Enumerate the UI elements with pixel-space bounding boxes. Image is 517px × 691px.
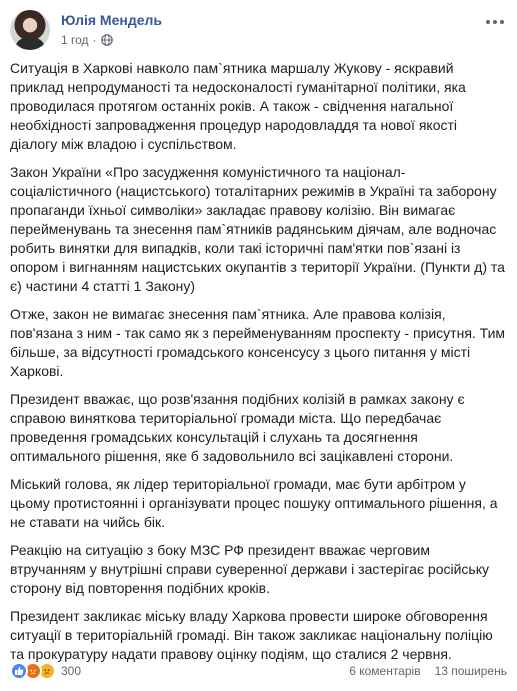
post-paragraph: Реакцію на ситуацію з боку МЗС РФ президент вважає черговим втручанням у внутрішні справи суверенної держави і застерігає російську сторону від повторення подібних кроків. — [10, 542, 489, 596]
post-paragraph: Закон України «Про засудження комуністичного та націонал-соціалістичного (нацистського) тоталітарних режимів в Україні та заборону пропаганди їхньої символіки» закладає правову колізію. Він вимагає перейменувань та знесення пам`ятників радянським діячам, але водночас робить винятки для випадків, коли такі історичні пам'ятки пов`язані із опором і вигнанням нацистських окупантів з території України. (Пункти д) та є) частини 4 статті 1 Закону) — [10, 164, 505, 294]
post-paragraph: Отже, закон не вимагає знесення пам`ятника. Але правова колізія, пов'язана з ним - так само як з перейменуванням проспекту - присутня. Тим більше, за відсутності громадського консенсусу з цього питання у місті Харкові. — [10, 306, 506, 379]
post-header — [10, 10, 507, 50]
comments-count-link[interactable]: 6 коментарів — [349, 664, 421, 678]
meta-separator: · — [92, 33, 97, 47]
avatar[interactable] — [10, 10, 50, 50]
post-time[interactable]: 1 год — [61, 33, 89, 47]
globe-icon[interactable] — [101, 34, 113, 46]
post-footer — [10, 660, 507, 682]
post-text — [10, 59, 507, 673]
reaction-count: 300 — [61, 664, 82, 678]
post-paragraph: Ситуація в Харкові навколо пам`ятника маршалу Жукову - яскравий приклад непродуманості та недосконалості гуманітарної політики, яка проводилася протягом останніх років. А також - свідчення нагальної необхідності запровадження процедур народовладдя та нової якості діалогу між владою і суспільством. — [10, 60, 466, 152]
shares-count-link[interactable]: 13 поширень — [434, 664, 507, 678]
like-icon — [10, 662, 28, 680]
author-name[interactable]: Юлія Мендель — [61, 12, 163, 28]
post-paragraph: Президент закликає міську владу Харкова провести широке обговорення ситуації в територіальній громаді. Він також закликає національну поліцію та прокуратуру надати правову оцінку подіям, що сталися 2 червня. — [10, 608, 493, 662]
post-paragraph: Президент вважає, що розв'язання подібних колізій в рамках закону є справою виняткова територіальної громади міста. Що передбачає проведення громадських консультацій і слухань та досягнення оптимального рішення, яке б задовольнило всі зацікавлені сторони. — [10, 391, 465, 464]
post-meta — [61, 32, 113, 48]
post-stats — [349, 664, 507, 678]
reactions-summary[interactable] — [10, 662, 81, 680]
post-paragraph: Міський голова, як лідер територіальної громади, має бути арбітром у цьому протистоянні і організувати процес пошуку оптимального рішення, а не ставати на чийсь бік. — [10, 476, 498, 530]
more-options-icon[interactable] — [485, 14, 505, 30]
